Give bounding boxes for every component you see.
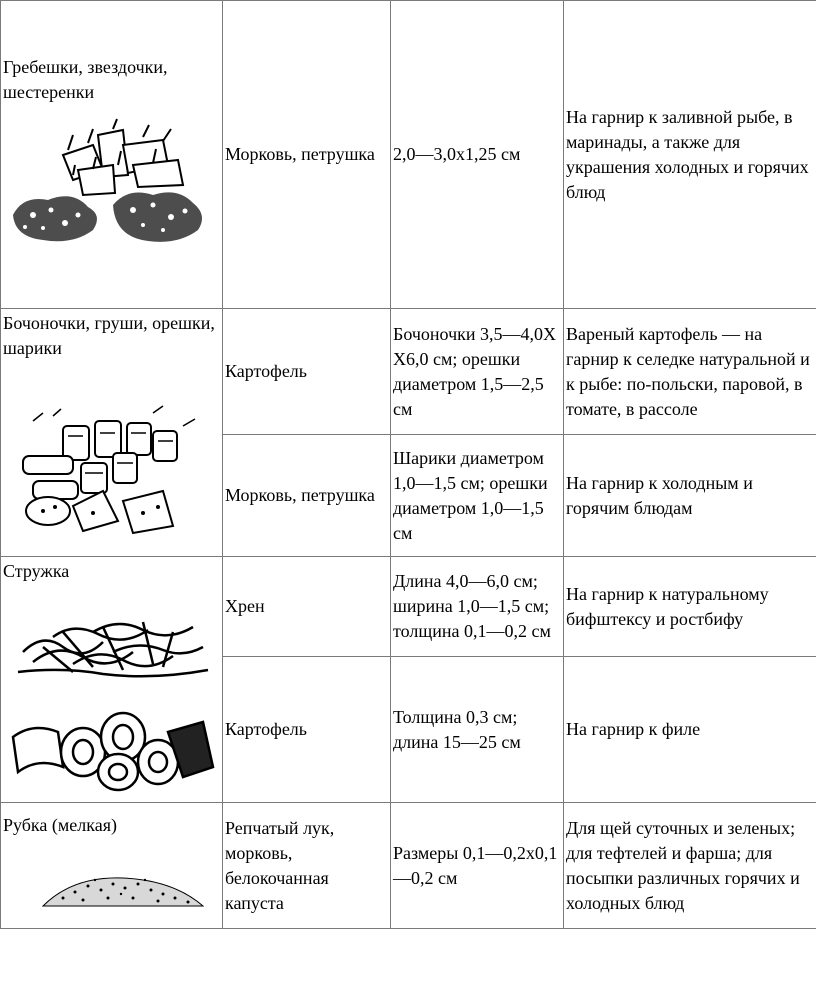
shape-name: Стружка [3,561,70,581]
table-row [1,1,816,309]
size-cell [391,435,564,557]
size-cell [391,657,564,803]
table-row [1,803,816,929]
vegetable-text: Морковь, петрушка [225,485,375,505]
vegetable-cell [223,435,391,557]
shape-cell [1,1,223,309]
use-cell [564,657,816,803]
use-cell [564,309,816,435]
shape-name: Рубка (мелкая) [3,815,117,835]
size-cell [391,557,564,657]
use-text: На гарнир к холодным и горячим блюдам [566,472,753,518]
use-cell [564,435,816,557]
vegetable-cell [223,309,391,435]
vegetable-text: Морковь, петрушка [225,144,375,164]
vegetable-cell [223,803,391,929]
horseradish-shavings-illustration [3,592,219,687]
use-text: На гарнир к натуральному бифштексу и ростбифу [566,583,769,629]
use-cell [564,557,816,657]
vegetable-text: Хрен [225,596,265,616]
size-cell [391,309,564,435]
size-text: Шарики диаметром 1,0—1,5 см; орешки диаметром 1,0—1,5 см [393,447,548,543]
shape-cell [1,557,223,803]
size-text: Размеры 0,1—0,2х0,1—0,2 см [393,842,558,888]
size-text: Толщина 0,3 см; длина 15—25 см [393,706,521,752]
size-text: Бочоночки 3,5—4,0Х Х6,0 см; орешки диаметром 1,5—2,5 см [393,323,557,419]
shape-cell [1,803,223,929]
potato-balls-illustration [3,401,219,551]
shape-cell [1,309,223,557]
vegetable-cell [223,657,391,803]
use-text: Вареный картофель — на гарнир к селедке натуральной и к рыбе: по-польски, паровой, в томате, в рассоле [566,323,810,419]
vegetable-text: Репчатый лук, морковь, белокочанная капуста [225,817,335,913]
use-cell [564,1,816,309]
use-text: На гарнир к филе [566,719,701,739]
chopped-vegetables-illustration [3,856,219,916]
vegetable-cell [223,1,391,309]
size-cell [391,803,564,929]
vegetable-text: Картофель [225,719,307,739]
table-row [1,309,816,435]
use-text: Для щей суточных и зеленых; для тефтелей и фарша; для посыпки различных горячих и холодных блюд [566,817,800,913]
vegetable-cell [223,557,391,657]
size-text: Длина 4,0—6,0 см; ширина 1,0—1,5 см; толщина 0,1—0,2 см [393,571,551,641]
potato-ribbons-illustration [3,697,219,802]
use-cell [564,803,816,929]
size-text: 2,0—3,0x1,25 см [393,144,521,164]
carrot-cuts-illustration [3,115,219,255]
table-row [1,557,816,657]
shape-name: Гребешки, звездочки, шестеренки [3,57,168,102]
size-cell [391,1,564,309]
use-text: На гарнир к заливной рыбе, в маринады, а также для украшения холодных и горячих блюд [566,106,809,202]
vegetable-text: Картофель [225,361,307,381]
shape-name: Бочоночки, груши, орешки, шарики [3,313,215,358]
